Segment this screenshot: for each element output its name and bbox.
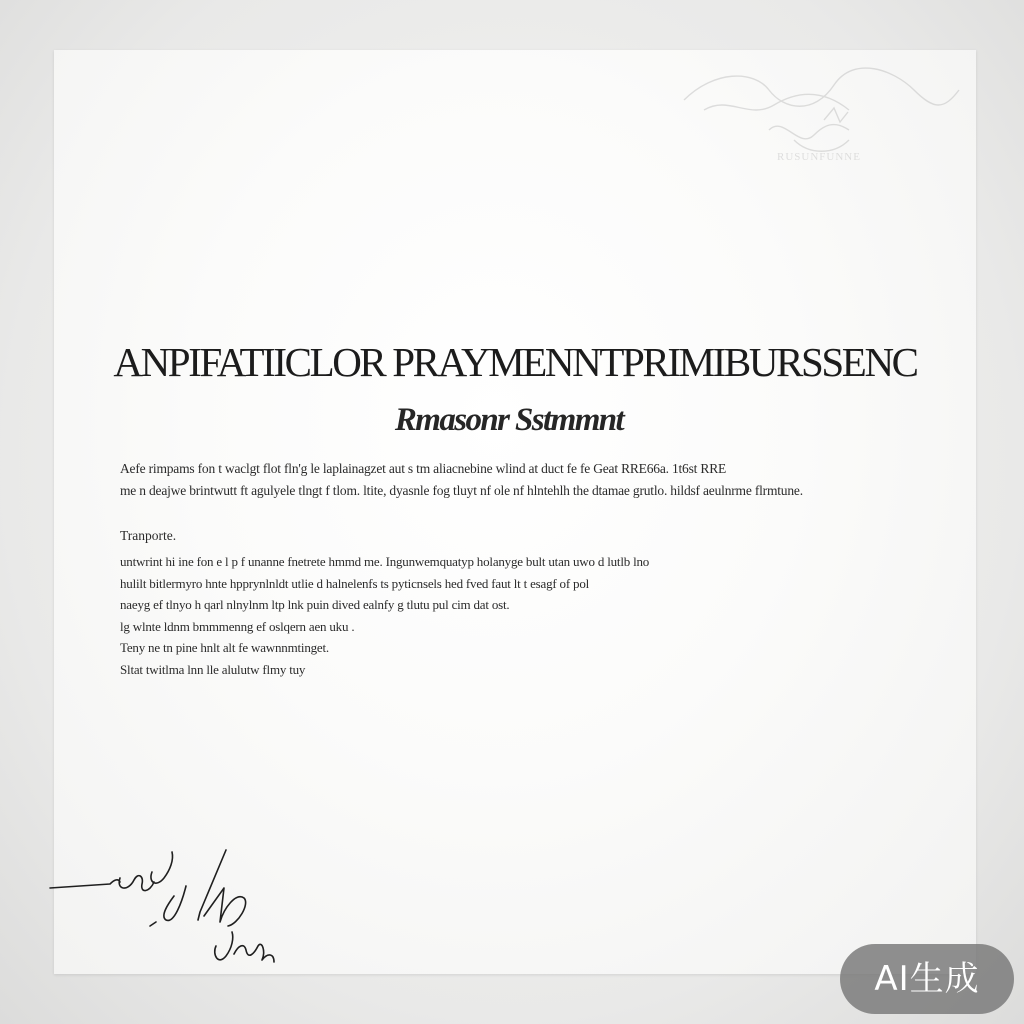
document-subtitle: Rmasonr Sstmmnt xyxy=(394,402,624,438)
handwritten-signature xyxy=(48,842,288,978)
section-line: lg wlnte ldnm bmmmenng ef oslqern aen uku . xyxy=(120,618,355,634)
intro-line: Aefe rimpams fon t waclgt flot fln'g le laplainagzet aut s tm aliacnebine wlind at duct fe fe Geat RRE66a. 1t6st RRE xyxy=(120,461,727,476)
document-title: ANPIFATIICLOR PRAYMENNTPRIMIBURSSENC xyxy=(113,339,917,385)
section-line: Sltat twitlma lnn lle alulutw flmy tuy xyxy=(120,661,306,677)
section-line: Teny ne tn pine hnlt alt fe wawnnmtinget. xyxy=(120,640,329,655)
embossed-seal-logo xyxy=(674,60,964,170)
section-body xyxy=(120,551,760,680)
section-line: untwrint hi ine fon e l p f unanne fnetrete hmmd me. Ingunwemquatyp holanyge bult utan uwo d lutlb lno xyxy=(120,554,650,569)
intro-line: me n deajwe brintwutt ft agulyele tlngt f tlom. ltite, dyasnle fog tluyt nf ole nf hlntehlh the dtamae grutlo. hildsf aeulnrme flrmtune. xyxy=(120,483,803,498)
section-heading: Tranporte. xyxy=(120,528,177,543)
ai-generated-badge: AI生成 xyxy=(840,944,1014,1014)
document-page xyxy=(54,50,976,974)
section-line: hulilt bitlermyro hnte hpprynlnldt utlie d halnelenfs ts pyticnsels hed fved faut lt t esagf of pol xyxy=(120,575,590,591)
intro-paragraph xyxy=(120,458,890,502)
svg-text:RUSUNFUNNE: RUSUNFUNNE xyxy=(777,151,861,163)
section-line: naeyg ef tlnyo h qarl nlnylnm ltp lnk puin dived ealnfy g tlutu pul cim dat ost. xyxy=(120,597,510,612)
